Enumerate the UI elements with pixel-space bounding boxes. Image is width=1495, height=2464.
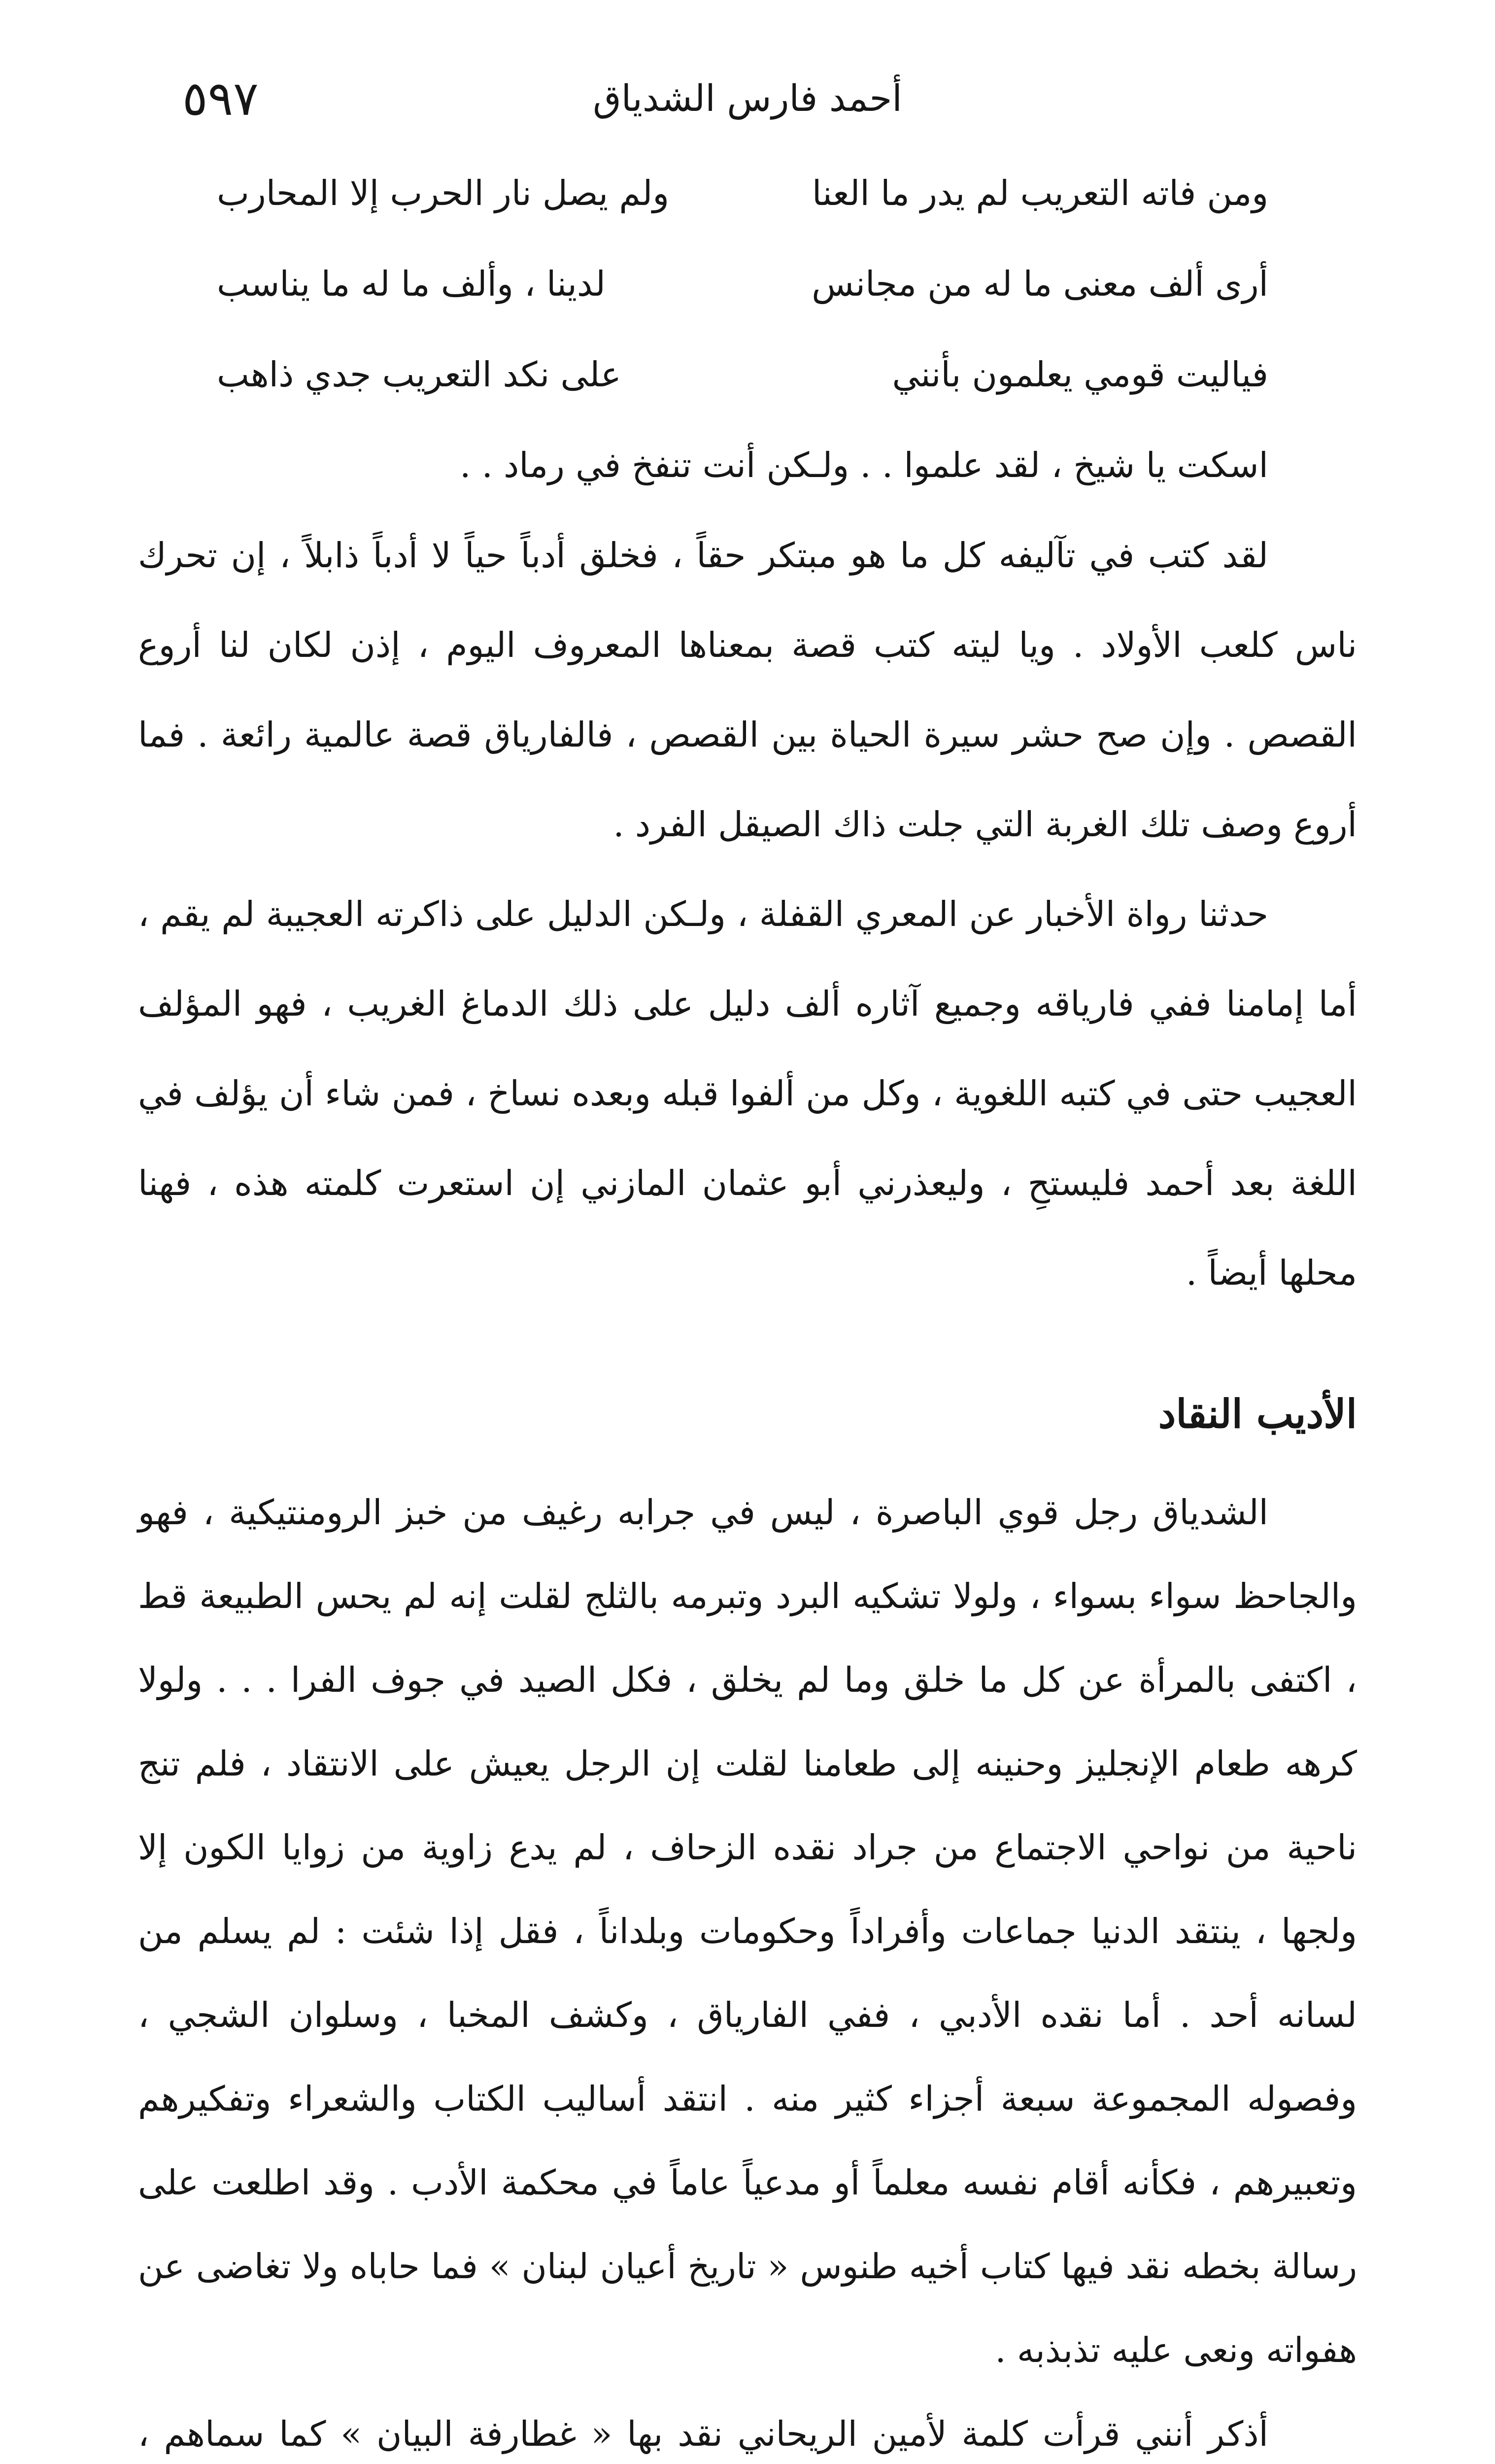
section-paragraph: الشدياق رجل قوي الباصرة ، ليس في جرابه رغيف من خبز الرومنتيكية ، فهو والجاحظ سواء بسواء ، ولولا تشكيه البرد وتبرمه بالثلج لقلت إنه لم يحس الطبيعة قط ، اكتفى بالمرأة عن كل ما خلق وما لم يخلق ، فكل الصيد في جوف الفرا . . . ولولا كرهه طعام الإنجليز وحنينه إلى طعامنا لقلت إن الرجل يعيش على الانتقاد ، فلم تنج ناحية من نواحي الاجتماع من جراد نقده الزحاف ، لم يدع زاوية من زوايا الكون إلا ولجها ، ينتقد الدنيا جماعات وأفراداً وحكومات وبلداناً ، فقل إذا شئت : لم يسلم من لسانه أحد . أما نقده الأدبي ، ففي الفارياق ، وكشف المخبا ، وسلوان الشجي ، وفصوله المجموعة سبعة أجزاء كثير منه . انتقد أساليب الكتاب والشعراء وتفكيرهم وتعبيرهم ، فكأنه أقام نفسه معلماً أو مدعياً عاماً في محكمة الأدب . وقد اطلعت على رسالة بخطه نقد فيها كتاب أخيه طنوس « تاريخ أعيان لبنان » فما حاباه ولا تغاضى عن هفواته ونعى عليه تذبذبه . bbox=[138, 1492, 1357, 2370]
verse-first-hemistich: ومن فاته التعريب لم يدر ما العنا bbox=[812, 173, 1268, 213]
verse-first-hemistich: أرى ألف معنى ما له من مجانس bbox=[812, 264, 1268, 304]
section-paragraph: أذكر أنني قرأت كلمة لأمين الريحاني نقد بها « غطارفة البيان » كما سماهم ، bbox=[138, 2414, 1268, 2454]
running-title: أحمد فارس الشدياق bbox=[593, 77, 902, 120]
verse-line bbox=[217, 329, 1268, 420]
section-heading: الأديب النقاد bbox=[1158, 1391, 1357, 1437]
verse-second-hemistich: ولم يصل نار الحرب إلا المحارب bbox=[217, 173, 670, 213]
body-paragraph: حدثنا رواة الأخبار عن المعري القفلة ، ولـكن الدليل على ذاكرته العجيبة لم يقم ، أما إمامنا ففي فارياقه وجميع آثاره ألف دليل على ذلك الدماغ الغريب ، فهو المؤلف العجيب حتى في كتبه اللغوية ، وكل من ألفوا قبله وبعده نساخ ، فمن شاء أن يؤلف في اللغة بعد أحمد فليستحِ ، وليعذرني أبو عثمان المازني إن استعرت كلمته هذه ، فهنا محلها أيضاً . bbox=[138, 894, 1357, 1293]
body-paragraph: لقد كتب في تآليفه كل ما هو مبتكر حقاً ، فخلق أدباً حياً لا أدباً ذابلاً ، إن تحرك ناس كلعب الأولاد . ويا ليته كتب قصة بمعناها المعروف اليوم ، إذن لكان لنا أروع القصص . وإن صح حشر سيرة الحياة بين القصص ، فالفارياق قصة عالمية رائعة . فما أروع وصف تلك الغربة التي جلت ذاك الصيقل الفرد . bbox=[138, 535, 1357, 845]
page-header bbox=[138, 71, 1357, 148]
verse-first-hemistich: فياليت قومي يعلمون بأنني bbox=[892, 354, 1268, 395]
verse-line bbox=[217, 239, 1268, 329]
section-critic bbox=[138, 1372, 1357, 2464]
verse-second-hemistich: لدينا ، وألف ما له ما يناسب bbox=[217, 264, 606, 304]
verse-closing-line: اسكت يا شيخ ، لقد علموا . . ولـكن أنت تنفخ في رماد . . bbox=[460, 445, 1268, 485]
section-spacer bbox=[138, 1318, 1357, 1372]
verse-second-hemistich: على نكد التعريب جدي ذاهب bbox=[217, 354, 621, 395]
verse-line bbox=[217, 148, 1268, 239]
page-number: ٥٩٧ bbox=[182, 71, 259, 126]
